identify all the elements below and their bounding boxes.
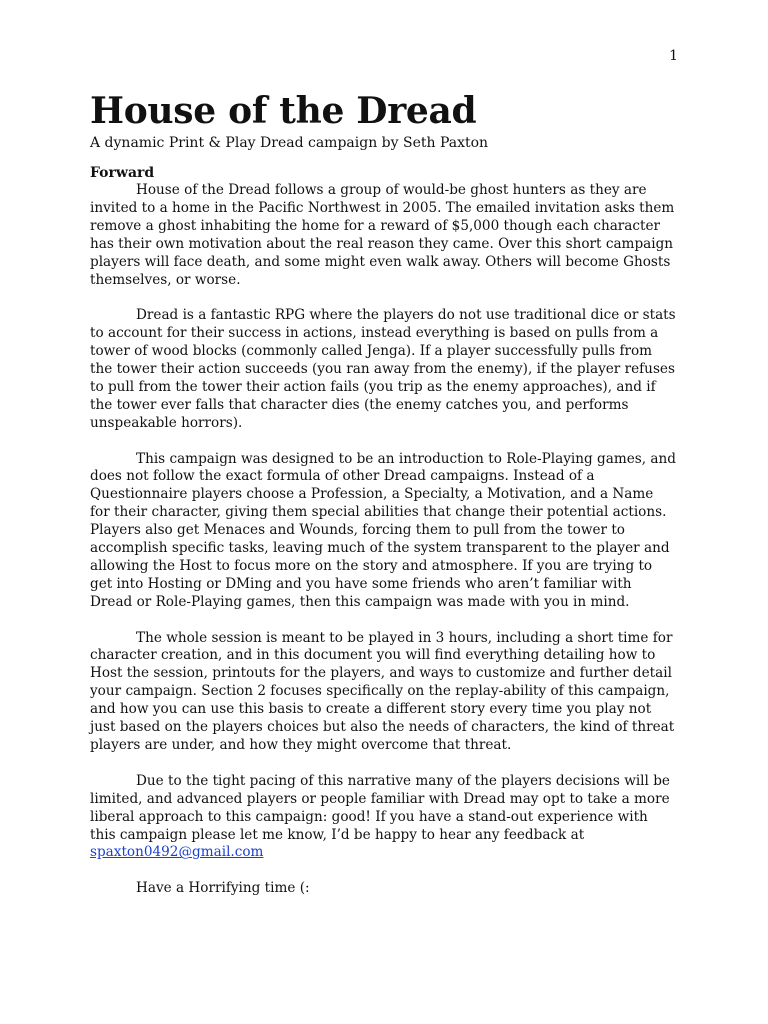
paragraph-feedback (90, 773, 676, 863)
document-body (90, 92, 676, 898)
paragraph-intro: House of the Dread follows a group of would-be ghost hunters as they are invited to a home in the Pacific Northwest in 2005. The emailed invitation asks them remove a ghost inhabiting the home for a reward of $5,000 though each character has their own motivation about the real reason they came. Over this short campaign players will face death, and some might even walk away. Others will become Ghosts themselves, or worse. (90, 181, 675, 288)
feedback-text: Due to the tight pacing of this narrative many of the players decisions will be limited, and advanced players or people familiar with Dread may opt to take a more liberal approach to this campaign: good! If you have a stand-out experience with this campaign please let me know, I’d be happy to hear any feedback at (90, 772, 670, 843)
paragraph-session-length: The whole session is meant to be played in 3 hours, including a short time for character creation, and in this document you will find everything detailing how to Host the session, printouts for the players, and ways to customize and further detail your campaign. Section 2 focuses specifically on the replay-ability of this campaign, and how you can use this basis to create a different story every time you play not just based on the players choices but also the needs of characters, the kind of threat players are under, and how they might overcome that threat. (90, 629, 675, 754)
paragraph-campaign-design: This campaign was designed to be an introduction to Role-Playing games, and does not follow the exact formula of other Dread campaigns. Instead of a Questionnaire players choose a Profession, a Specialty, a Motivation, and a Name for their character, giving them special abilities that change their potential actions. Players also get Menaces and Wounds, forcing them to pull from the tower to accomplish specific tasks, leaving much of the system transparent to the player and allowing the Host to focus more on the story and atmosphere. If you are trying to get into Hosting or DMing and you have some friends who aren’t familiar with Dread or Role-Playing games, then this campaign was made with you in mind. (90, 450, 676, 610)
section-heading-forward: Forward (90, 164, 155, 181)
document-subtitle: A dynamic Print & Play Dread campaign by Seth Paxton (90, 134, 489, 151)
page-number: 1 (669, 48, 678, 64)
document-title: House of the Dread (90, 90, 477, 132)
closing-line: Have a Horrifying time (: (136, 880, 310, 897)
email-link[interactable]: spaxton0492@gmail.com (90, 844, 264, 861)
paragraph-dread-rules: Dread is a fantastic RPG where the players do not use traditional dice or stats to account for their success in actions, instead everything is based on pulls from a tower of wood blocks (commonly called Jenga). If a player successfully pulls from the tower their action succeeds (you ran away from the enemy), if the player refuses to pull from the tower their action fails (you trip as the enemy approaches), and if the tower ever falls that character dies (the enemy catches you, and performs unspeakable horrors). (90, 307, 676, 431)
